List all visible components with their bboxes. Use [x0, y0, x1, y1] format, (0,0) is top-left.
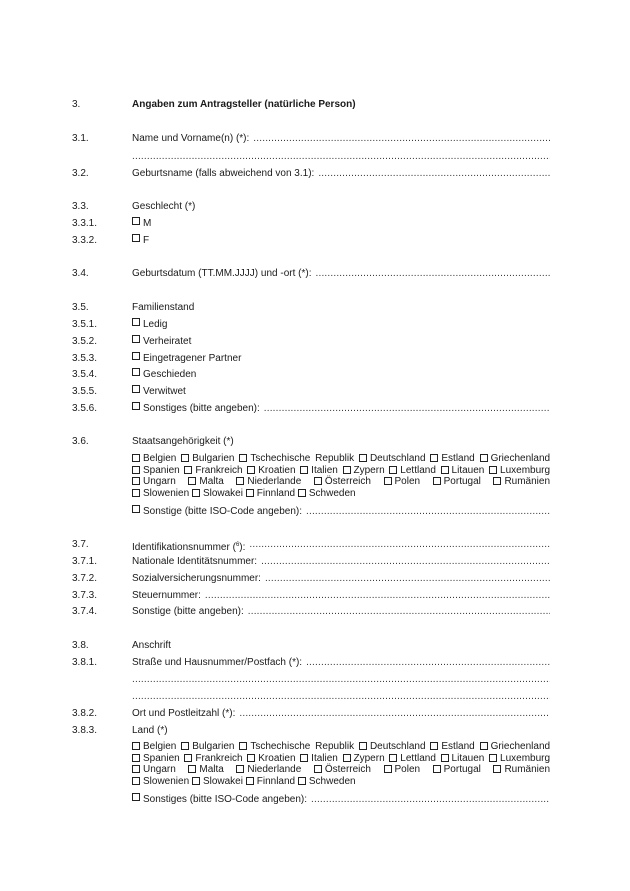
address-country-option[interactable]	[384, 764, 421, 775]
country-label: Schweden	[308, 776, 356, 788]
address-country-option[interactable]	[192, 776, 243, 787]
address-country-option[interactable]	[132, 753, 180, 764]
item-number: 3.3.1.	[72, 218, 98, 229]
checkbox-marital-other[interactable]	[132, 402, 140, 410]
checkbox-icon[interactable]	[389, 466, 397, 474]
country-label: Spanien	[143, 464, 180, 476]
address-country-option[interactable]	[181, 741, 234, 752]
section-heading	[72, 98, 550, 112]
address-country-option[interactable]	[433, 764, 481, 775]
nationality-heading	[72, 435, 550, 449]
country-label: Portugal	[443, 764, 481, 776]
address-country-option[interactable]	[246, 776, 295, 787]
checkbox-icon[interactable]	[192, 489, 200, 497]
section-number: 3.	[72, 99, 81, 110]
checkbox-icon[interactable]	[236, 477, 244, 485]
checkbox-icon[interactable]	[314, 477, 322, 485]
country-label: Litauen	[451, 752, 485, 764]
nationality-country-option[interactable]	[298, 488, 356, 499]
country-label: Griechenland	[490, 741, 551, 752]
gender-option-m	[72, 217, 550, 231]
option-label: Geschieden	[143, 369, 197, 380]
option-label: Ledig	[143, 319, 168, 330]
checkbox-icon[interactable]	[384, 477, 392, 485]
marital-option-partner	[72, 352, 550, 366]
checkbox-icon[interactable]	[343, 754, 351, 762]
nationality-country-option[interactable]	[343, 465, 385, 476]
address-country-other-input[interactable]	[311, 793, 550, 807]
checkbox-icon[interactable]	[359, 454, 367, 462]
birth-name-label: Geburtsname (falls abweichend von 3.1):	[132, 168, 315, 179]
option-label: Sonstige (bitte ISO-Code angeben):	[143, 506, 302, 517]
nationality-country-option[interactable]	[493, 476, 550, 487]
checkbox-single[interactable]	[132, 318, 140, 326]
checkbox-icon[interactable]	[493, 765, 501, 773]
nationality-country-option[interactable]	[192, 488, 243, 499]
checkbox-icon[interactable]	[181, 454, 189, 462]
country-label: Slowenien	[143, 488, 190, 500]
nationality-country-list	[132, 453, 550, 500]
checkbox-icon[interactable]	[239, 742, 247, 750]
checkbox-icon[interactable]	[184, 466, 192, 474]
country-label: Ungarn	[143, 764, 176, 776]
marital-heading	[72, 301, 550, 315]
country-label: Slowakei	[202, 776, 243, 788]
nationality-country-option[interactable]	[247, 465, 295, 476]
checkbox-f[interactable]	[132, 234, 140, 242]
item-number: 3.2.	[72, 168, 89, 179]
country-label: Estland	[441, 453, 475, 464]
country-label: Slowenien	[143, 776, 190, 788]
name-input[interactable]	[253, 132, 550, 146]
birth-date-label: Geburtsdatum (TT.MM.JJJJ) und -ort (*):	[132, 268, 312, 279]
checkbox-icon[interactable]	[132, 489, 140, 497]
other-id-row	[72, 605, 550, 619]
option-label: Sonstiges (bitte angeben):	[143, 403, 260, 414]
country-label: Luxemburg	[500, 752, 551, 764]
country-label: Belgien	[143, 741, 177, 752]
nationality-country-option[interactable]	[359, 453, 426, 464]
checkbox-widowed[interactable]	[132, 385, 140, 393]
birth-date-input[interactable]	[315, 267, 550, 281]
nationality-country-option[interactable]	[384, 476, 421, 487]
social-security-input[interactable]	[265, 572, 550, 586]
footnote-ref[interactable]: 6	[235, 542, 240, 548]
item-number: 3.8.3.	[72, 725, 98, 736]
item-number: 3.5.5.	[72, 386, 98, 397]
nationality-country-option[interactable]	[300, 465, 338, 476]
checkbox-partner[interactable]	[132, 352, 140, 360]
city-row	[72, 707, 550, 721]
checkbox-icon[interactable]	[132, 742, 140, 750]
country-label: Zypern	[353, 752, 385, 764]
country-label: Malta	[199, 476, 224, 488]
country-label: Italien	[311, 752, 338, 764]
street-input-line-3[interactable]	[132, 690, 550, 704]
checkbox-icon[interactable]	[433, 477, 441, 485]
item-number: 3.5.3.	[72, 353, 98, 364]
option-label: Verwitwet	[143, 386, 186, 397]
checkbox-icon[interactable]	[132, 765, 140, 773]
address-country-option[interactable]	[441, 753, 485, 764]
item-number: 3.7.2.	[72, 573, 98, 584]
marital-label: Familienstand	[132, 302, 195, 313]
item-number: 3.7.1.	[72, 556, 98, 567]
checkbox-icon[interactable]	[184, 754, 192, 762]
country-label: Malta	[199, 764, 224, 776]
id-number-input[interactable]	[249, 538, 550, 552]
address-country-option[interactable]	[389, 753, 436, 764]
item-number: 3.5.4.	[72, 369, 98, 380]
checkbox-icon[interactable]	[384, 765, 392, 773]
street-line-3-row	[72, 690, 550, 704]
checkbox-icon[interactable]	[132, 477, 140, 485]
checkbox-icon[interactable]	[181, 742, 189, 750]
checkbox-m[interactable]	[132, 217, 140, 225]
address-country-option[interactable]	[480, 741, 550, 752]
country-label: Bulgarien	[192, 453, 235, 464]
checkbox-married[interactable]	[132, 335, 140, 343]
nationality-country-option[interactable]	[239, 453, 354, 464]
option-label: M	[143, 218, 152, 229]
address-country-option[interactable]	[359, 741, 426, 752]
checkbox-icon[interactable]	[480, 742, 488, 750]
address-country-option[interactable]	[343, 753, 385, 764]
item-number: 3.8.	[72, 640, 89, 651]
nationality-country-option[interactable]	[184, 465, 242, 476]
item-number: 3.6.	[72, 436, 89, 447]
checkbox-icon[interactable]	[188, 765, 196, 773]
country-label: Lettland	[400, 752, 436, 764]
other-id-label: Sonstige (bitte angeben):	[132, 606, 244, 617]
checkbox-icon[interactable]	[430, 454, 438, 462]
address-country-option[interactable]	[132, 776, 189, 787]
checkbox-icon[interactable]	[441, 754, 449, 762]
country-label: Tschechische Republik	[250, 741, 355, 752]
country-heading	[72, 724, 550, 738]
marital-option-divorced	[72, 368, 550, 382]
country-label: Kroatien	[258, 464, 296, 476]
id-number-row	[72, 538, 550, 552]
marital-option-married	[72, 335, 550, 349]
name-field-row	[72, 132, 550, 146]
city-label: Ort und Postleitzahl (*):	[132, 708, 236, 719]
other-id-input[interactable]	[248, 605, 550, 619]
country-label: Schweden	[308, 488, 356, 500]
address-country-option[interactable]	[314, 764, 371, 775]
country-label: Italien	[311, 464, 338, 476]
country-label: Finnland	[256, 776, 296, 788]
option-label: Sonstiges (bitte ISO-Code angeben):	[143, 794, 307, 805]
checkbox-icon[interactable]	[298, 777, 306, 785]
nationality-country-option[interactable]	[441, 465, 485, 476]
country-label: Niederlande	[247, 476, 302, 488]
street-label: Straße und Hausnummer/Postfach (*):	[132, 657, 303, 668]
nationality-country-option[interactable]	[489, 465, 550, 476]
item-number: 3.5.2.	[72, 336, 98, 347]
marital-option-widowed	[72, 385, 550, 399]
gender-label: Geschlecht (*)	[132, 201, 196, 212]
checkbox-icon[interactable]	[430, 742, 438, 750]
gender-option-f	[72, 234, 550, 248]
address-country-option[interactable]	[493, 764, 550, 775]
item-number: 3.7.	[72, 539, 89, 550]
checkbox-icon[interactable]	[247, 754, 255, 762]
country-label: Österreich	[324, 476, 371, 488]
city-input[interactable]	[239, 707, 550, 721]
address-country-option[interactable]	[300, 753, 338, 764]
country-label: Zypern	[353, 464, 385, 476]
birth-date-row	[72, 267, 550, 281]
nationality-country-option[interactable]	[236, 476, 301, 487]
country-label: Niederlande	[247, 764, 302, 776]
nationality-label: Staatsangehörigkeit (*)	[132, 436, 234, 447]
nationality-country-option[interactable]	[132, 488, 189, 499]
national-id-row	[72, 555, 550, 569]
item-number: 3.3.	[72, 201, 89, 212]
street-line-2-row	[72, 673, 550, 687]
item-number: 3.8.2.	[72, 708, 98, 719]
birth-name-input[interactable]	[318, 167, 550, 181]
checkbox-icon[interactable]	[480, 454, 488, 462]
address-country-option[interactable]	[132, 764, 176, 775]
nationality-country-option[interactable]	[181, 453, 234, 464]
checkbox-icon[interactable]	[433, 765, 441, 773]
country-label: Estland	[441, 741, 475, 752]
checkbox-icon[interactable]	[188, 477, 196, 485]
id-number-label: Identifikationsnummer ($^6$):	[132, 542, 246, 552]
street-input-line-2[interactable]	[132, 673, 550, 687]
country-label: Deutschland	[369, 741, 426, 752]
item-number: 3.3.2.	[72, 235, 98, 246]
checkbox-icon[interactable]	[441, 466, 449, 474]
address-country-option[interactable]	[184, 753, 242, 764]
social-security-row	[72, 572, 550, 586]
country-label: Frankreich	[195, 752, 243, 764]
checkbox-address-country-other[interactable]	[132, 793, 140, 801]
checkbox-icon[interactable]	[359, 742, 367, 750]
name-label: Name und Vorname(n) (*):	[132, 133, 250, 144]
checkbox-icon[interactable]	[132, 454, 140, 462]
name-continuation-row	[72, 150, 550, 164]
nationality-country-option[interactable]	[430, 453, 474, 464]
country-label: Kroatien	[258, 752, 296, 764]
checkbox-icon[interactable]	[192, 777, 200, 785]
birth-name-row	[72, 167, 550, 181]
address-label: Anschrift	[132, 640, 171, 651]
country-label: Finnland	[256, 488, 296, 500]
nationality-country-option[interactable]	[246, 488, 295, 499]
country-label: Frankreich	[195, 464, 243, 476]
country-label: Österreich	[324, 764, 371, 776]
checkbox-icon[interactable]	[132, 754, 140, 762]
option-label: Eingetragener Partner	[143, 353, 242, 364]
address-country-other-row	[72, 793, 550, 807]
country-label: Lettland	[400, 464, 436, 476]
country-label: Polen	[394, 764, 421, 776]
checkbox-icon[interactable]	[247, 466, 255, 474]
street-input[interactable]	[306, 656, 550, 670]
checkbox-icon[interactable]	[246, 777, 254, 785]
nationality-country-option[interactable]	[480, 453, 550, 464]
country-label: Tschechische Republik	[250, 453, 355, 464]
country-label: Griechenland	[490, 453, 551, 464]
checkbox-icon[interactable]	[132, 466, 140, 474]
country-label: Portugal	[443, 476, 481, 488]
checkbox-icon[interactable]	[489, 754, 497, 762]
checkbox-icon[interactable]	[489, 466, 497, 474]
checkbox-icon[interactable]	[389, 754, 397, 762]
national-id-input[interactable]	[261, 555, 550, 569]
gender-heading	[72, 200, 550, 214]
marital-option-single	[72, 318, 550, 332]
nationality-country-option[interactable]	[132, 453, 176, 464]
address-country-option[interactable]	[132, 741, 176, 752]
country-label: Luxemburg	[500, 464, 551, 476]
address-country-list	[132, 741, 550, 788]
checkbox-icon[interactable]	[246, 489, 254, 497]
country-label: Litauen	[451, 464, 485, 476]
item-number: 3.8.1.	[72, 657, 98, 668]
nationality-other-row	[72, 505, 550, 519]
option-label: F	[143, 235, 150, 246]
tax-number-row	[72, 589, 550, 603]
country-label: Polen	[394, 476, 421, 488]
nationality-country-option[interactable]	[188, 476, 223, 487]
item-number: 3.7.3.	[72, 590, 98, 601]
country-label: Rumänien	[504, 764, 551, 776]
country-label: Bulgarien	[192, 741, 235, 752]
marital-option-other	[72, 402, 550, 416]
tax-number-label: Steuernummer:	[132, 590, 201, 601]
option-label: Verheiratet	[143, 336, 192, 347]
tax-number-input[interactable]	[205, 589, 550, 603]
checkbox-divorced[interactable]	[132, 368, 140, 376]
section-title: Angaben zum Antragsteller (natürliche Person)	[132, 99, 356, 110]
national-id-label: Nationale Identitätsnummer:	[132, 556, 258, 567]
checkbox-icon[interactable]	[132, 777, 140, 785]
social-security-label: Sozialversicherungsnummer:	[132, 573, 261, 584]
checkbox-icon[interactable]	[314, 765, 322, 773]
country-label: Spanien	[143, 752, 180, 764]
address-country-option[interactable]	[430, 741, 474, 752]
marital-other-input[interactable]	[264, 402, 550, 416]
item-number: 3.5.1.	[72, 319, 98, 330]
checkbox-icon[interactable]	[343, 466, 351, 474]
country-label: Ungarn	[143, 476, 176, 488]
item-number: 3.5.6.	[72, 403, 98, 414]
checkbox-icon[interactable]	[298, 489, 306, 497]
nationality-country-option[interactable]	[132, 476, 176, 487]
checkbox-icon[interactable]	[300, 466, 308, 474]
checkbox-icon[interactable]	[493, 477, 501, 485]
checkbox-icon[interactable]	[236, 765, 244, 773]
item-number: 3.5.	[72, 302, 89, 313]
checkbox-nationality-other[interactable]	[132, 505, 140, 513]
address-country-option[interactable]	[247, 753, 295, 764]
address-heading	[72, 639, 550, 653]
nationality-country-option[interactable]	[314, 476, 371, 487]
item-number: 3.4.	[72, 268, 89, 279]
address-country-option[interactable]	[188, 764, 223, 775]
nationality-country-option[interactable]	[132, 465, 180, 476]
country-label: Slowakei	[202, 488, 243, 500]
nationality-other-input[interactable]	[306, 505, 550, 519]
address-country-option[interactable]	[236, 764, 301, 775]
address-country-option[interactable]	[489, 753, 550, 764]
name-input-line-2[interactable]	[132, 150, 550, 164]
country-label: Deutschland	[369, 453, 426, 464]
country-label: Land (*)	[132, 725, 168, 736]
nationality-country-option[interactable]	[389, 465, 436, 476]
nationality-country-option[interactable]	[433, 476, 481, 487]
country-label: Rumänien	[504, 476, 551, 488]
item-number: 3.7.4.	[72, 606, 98, 617]
address-country-option[interactable]	[239, 741, 354, 752]
country-label: Belgien	[143, 453, 177, 464]
checkbox-icon[interactable]	[300, 754, 308, 762]
street-row	[72, 656, 550, 670]
address-country-option[interactable]	[298, 776, 356, 787]
item-number: 3.1.	[72, 133, 89, 144]
checkbox-icon[interactable]	[239, 454, 247, 462]
